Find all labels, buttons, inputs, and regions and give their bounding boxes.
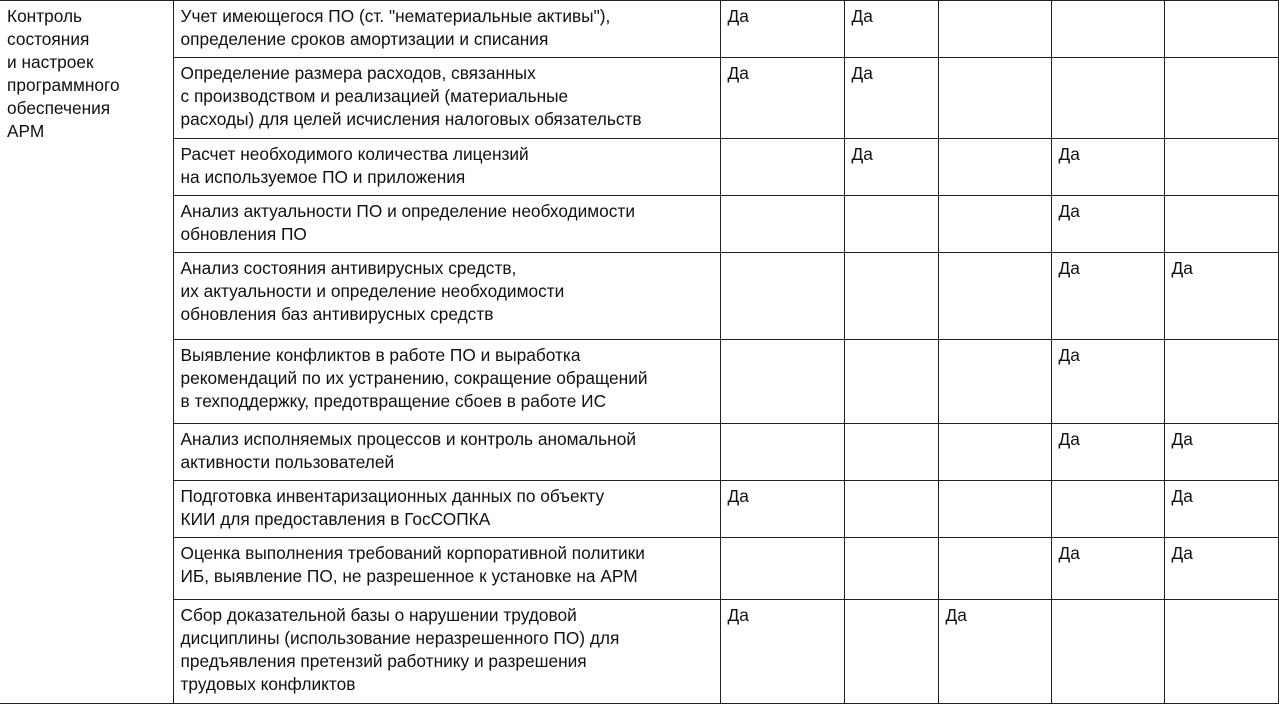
task-cell: Выявление конфликтов в работе ПО и выработка рекомендаций по их устранению, сокращение обращений в техподдержку, предотвращение сбоев в работе ИС [173,340,720,424]
task-cell: Расчет необходимого количества лицензий на используемое ПО и приложения [173,139,720,196]
category-cell: Контроль состояния и настроек программного обеспечения АРМ [0,1,173,704]
task-cell: Анализ состояния антивирусных средств, их актуальности и определение необходимости обновления баз антивирусных средств [173,253,720,340]
col5-cell [1164,340,1278,424]
col4-cell: Да [1051,196,1164,253]
col5-cell [1164,196,1278,253]
col4-cell: Да [1051,538,1164,600]
col3-cell: Да [938,600,1051,704]
col2-cell [844,481,938,538]
col3-cell [938,139,1051,196]
table-row [0,340,1278,424]
col4-cell: Да [1051,139,1164,196]
table-row [0,600,1278,704]
col3-cell [938,253,1051,340]
col2-cell [844,340,938,424]
col2-cell [844,253,938,340]
col3-cell [938,1,1051,58]
col2-cell: Да [844,1,938,58]
col1-cell [720,253,844,340]
col1-cell: Да [720,1,844,58]
task-cell: Учет имеющегося ПО (ст. "нематериальные активы"), определение сроков амортизации и списания [173,1,720,58]
col1-cell: Да [720,58,844,139]
col3-cell [938,58,1051,139]
col5-cell: Да [1164,424,1278,481]
table-row [0,196,1278,253]
col2-cell: Да [844,139,938,196]
col1-cell [720,538,844,600]
task-cell: Определение размера расходов, связанных с производством и реализацией (материальные расходы) для целей исчисления налоговых обязательств [173,58,720,139]
task-cell: Подготовка инвентаризационных данных по объекту КИИ для предоставления в ГосСОПКА [173,481,720,538]
col3-cell [938,538,1051,600]
col1-cell [720,196,844,253]
task-cell: Анализ актуальности ПО и определение необходимости обновления ПО [173,196,720,253]
col5-cell [1164,58,1278,139]
col3-cell [938,424,1051,481]
col2-cell [844,538,938,600]
col4-cell [1051,58,1164,139]
col2-cell [844,600,938,704]
col4-cell: Да [1051,424,1164,481]
col5-cell [1164,139,1278,196]
col1-cell [720,424,844,481]
col2-cell: Да [844,58,938,139]
col4-cell [1051,481,1164,538]
col5-cell: Да [1164,538,1278,600]
task-cell: Сбор доказательной базы о нарушении трудовой дисциплины (использование неразрешенного ПО) для предъявления претензий работнику и разрешения трудовых конфликтов [173,600,720,704]
col1-cell [720,340,844,424]
col4-cell: Да [1051,340,1164,424]
col5-cell [1164,1,1278,58]
col5-cell: Да [1164,481,1278,538]
table-row [0,139,1278,196]
table-row [0,253,1278,340]
col4-cell: Да [1051,253,1164,340]
table-row [0,424,1278,481]
col3-cell [938,196,1051,253]
col4-cell [1051,1,1164,58]
col1-cell: Да [720,481,844,538]
col2-cell [844,196,938,253]
col5-cell: Да [1164,253,1278,340]
col2-cell [844,424,938,481]
task-cell: Анализ исполняемых процессов и контроль аномальной активности пользователей [173,424,720,481]
task-cell: Оценка выполнения требований корпоративной политики ИБ, выявление ПО, не разрешенное к установке на АРМ [173,538,720,600]
col4-cell [1051,600,1164,704]
table-row [0,538,1278,600]
col3-cell [938,340,1051,424]
table-row [0,1,1278,58]
col5-cell [1164,600,1278,704]
table-row [0,481,1278,538]
col1-cell: Да [720,600,844,704]
col3-cell [938,481,1051,538]
col1-cell [720,139,844,196]
table-row [0,58,1278,139]
